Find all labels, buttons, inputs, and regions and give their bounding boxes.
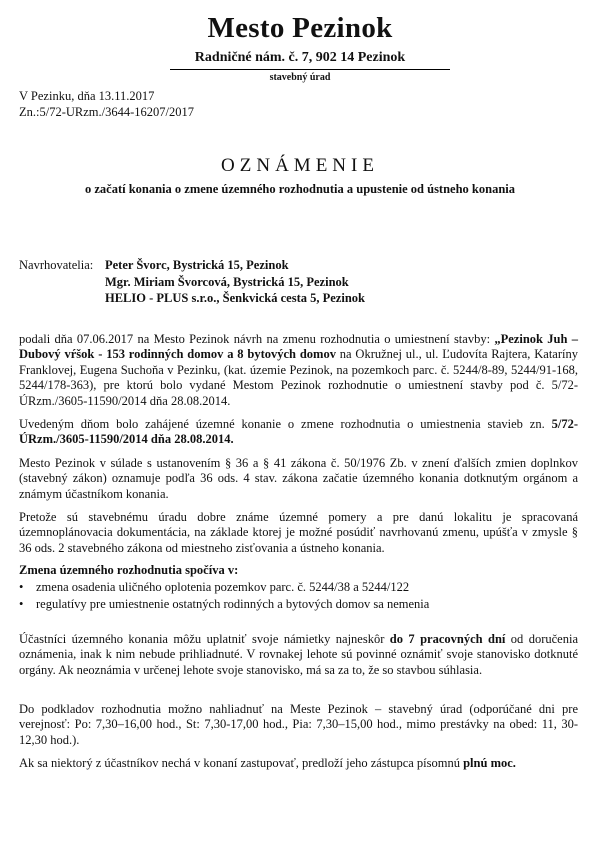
proposal-paragraph — [19, 332, 578, 409]
proposal-details: na Okružnej ul., ul. Ľudovíta Rajtera, Kataríny Franklovej, Eugena Suchoňa v Pezinku, (kat. územie Pezinok, na pozemkoch parc. č. 5244/8-89, 5244/91-168, 5244/178-363), pre ktorú bolo vydané Mestom Pezinok rozhodnutie o umiestnení stavby pod č. 5/72-ÚRzm./3605-11590/2014 dňa 28.08.2014. — [19, 347, 578, 408]
document-title: OZNÁMENIE — [221, 155, 379, 176]
representation-paragraph — [19, 756, 578, 771]
objections-post: od doručenia oznámenia, inak k nim nebude prihliadnuté. V rovnakej lehote sú povinné oznámiť svoje stanovisko dotknuté orgány. Ak neoznámia v určenej lehote svoje stanovisko, má sa za to, že so stavbou súhlasia. — [19, 632, 578, 677]
bullet-icon: • — [19, 597, 24, 611]
document-subtitle: o začatí konania o zmene územného rozhodnutia a upustenie od ústneho konania — [84, 182, 516, 196]
org-address: Radničné nám. č. 7, 902 14 Pezinok — [194, 50, 406, 65]
change-item-1: zmena osadenia uličného oplotenia pozemkov parc. č. 5244/38 a 5244/122 — [36, 580, 410, 594]
commencement-text: Uvedeným dňom bolo zahájené územné konanie o zmene rozhodnutia o umiestnenia stavieb zn. — [19, 417, 552, 431]
representation-text: Ak sa niektorý z účastníkov nechá v konaní zastupovať, predloží jeho zástupca písomnú — [19, 756, 464, 770]
header-divider — [170, 69, 450, 70]
commencement-paragraph — [19, 417, 578, 448]
office-hours-paragraph: Do podkladov rozhodnutia možno nahliadnuť na Meste Pezinok – stavebný úrad (odporúčané dni pre verejnosť: Po: 7,30–16,00 hod., St: 7,30-17,00 hod., Pia: 7,30–15,00 hod., mimo prestávky na obed: 11, 30-12,30 hod.). — [19, 702, 578, 747]
org-department: stavebný úrad — [269, 72, 331, 83]
changes-heading: Zmena územného rozhodnutia spočíva v: — [19, 563, 239, 577]
waiver-paragraph: Pretože sú stavebnému úradu dobre známe územné pomery a pre danú lokalitu je spracovaná územnoplánovacia dokumentácia, na základe ktorej je možné posúdiť navrhovanú zmenu, upúšťa v zmysle § 36 ods. 2 stavebného zákona od miestneho zisťovania a ústneho konania. — [19, 510, 578, 555]
place-date: V Pezinku, dňa 13.11.2017 — [19, 89, 155, 103]
applicants-label: Navrhovatelia: — [19, 258, 94, 272]
org-name: Mesto Pezinok — [207, 12, 393, 44]
objections-paragraph — [19, 632, 578, 678]
project-name: „Pezinok Juh – Dubový vŕšok - 153 rodinných domov a 8 bytových domov — [19, 332, 579, 362]
applicant-3: HELIO - PLUS s.r.o., Šenkvická cesta 5, Pezinok — [105, 291, 365, 305]
decision-reference: 5/72-ÚRzm./3605-11590/2014 dňa 28.08.2014. — [19, 417, 578, 447]
power-of-attorney: plnú moc. — [463, 756, 516, 770]
objections-pre: Účastníci územného konania môžu uplatniť svoje námietky najneskôr — [19, 632, 390, 646]
applicant-1: Peter Švorc, Bystrická 15, Pezinok — [105, 258, 289, 272]
bullet-icon: • — [19, 580, 24, 594]
legal-basis-paragraph: Mesto Pezinok v súlade s ustanovením § 36 a § 41 zákona č. 50/1976 Zb. v znení ďalších zmien doplnkov (stavebný zákon) oznamuje podľa 36 ods. 4 stav. zákona začatie územného konania dotknutým orgánom a známym účastníkom konania. — [19, 456, 578, 501]
list-item — [19, 597, 429, 612]
applicant-2: Mgr. Miriam Švorcová, Bystrická 15, Pezinok — [105, 275, 349, 289]
file-number: Zn.:5/72-URzm./3644-16207/2017 — [19, 105, 194, 119]
list-item — [19, 580, 409, 595]
change-item-2: regulatívy pre umiestnenie ostatných rodinných a bytových domov sa nemenia — [36, 597, 430, 611]
proposal-lead: podali dňa 07.06.2017 na Mesto Pezinok návrh na zmenu rozhodnutia o umiestnení stavby: — [19, 332, 491, 346]
objections-deadline: do 7 pracovných dní — [389, 632, 506, 646]
